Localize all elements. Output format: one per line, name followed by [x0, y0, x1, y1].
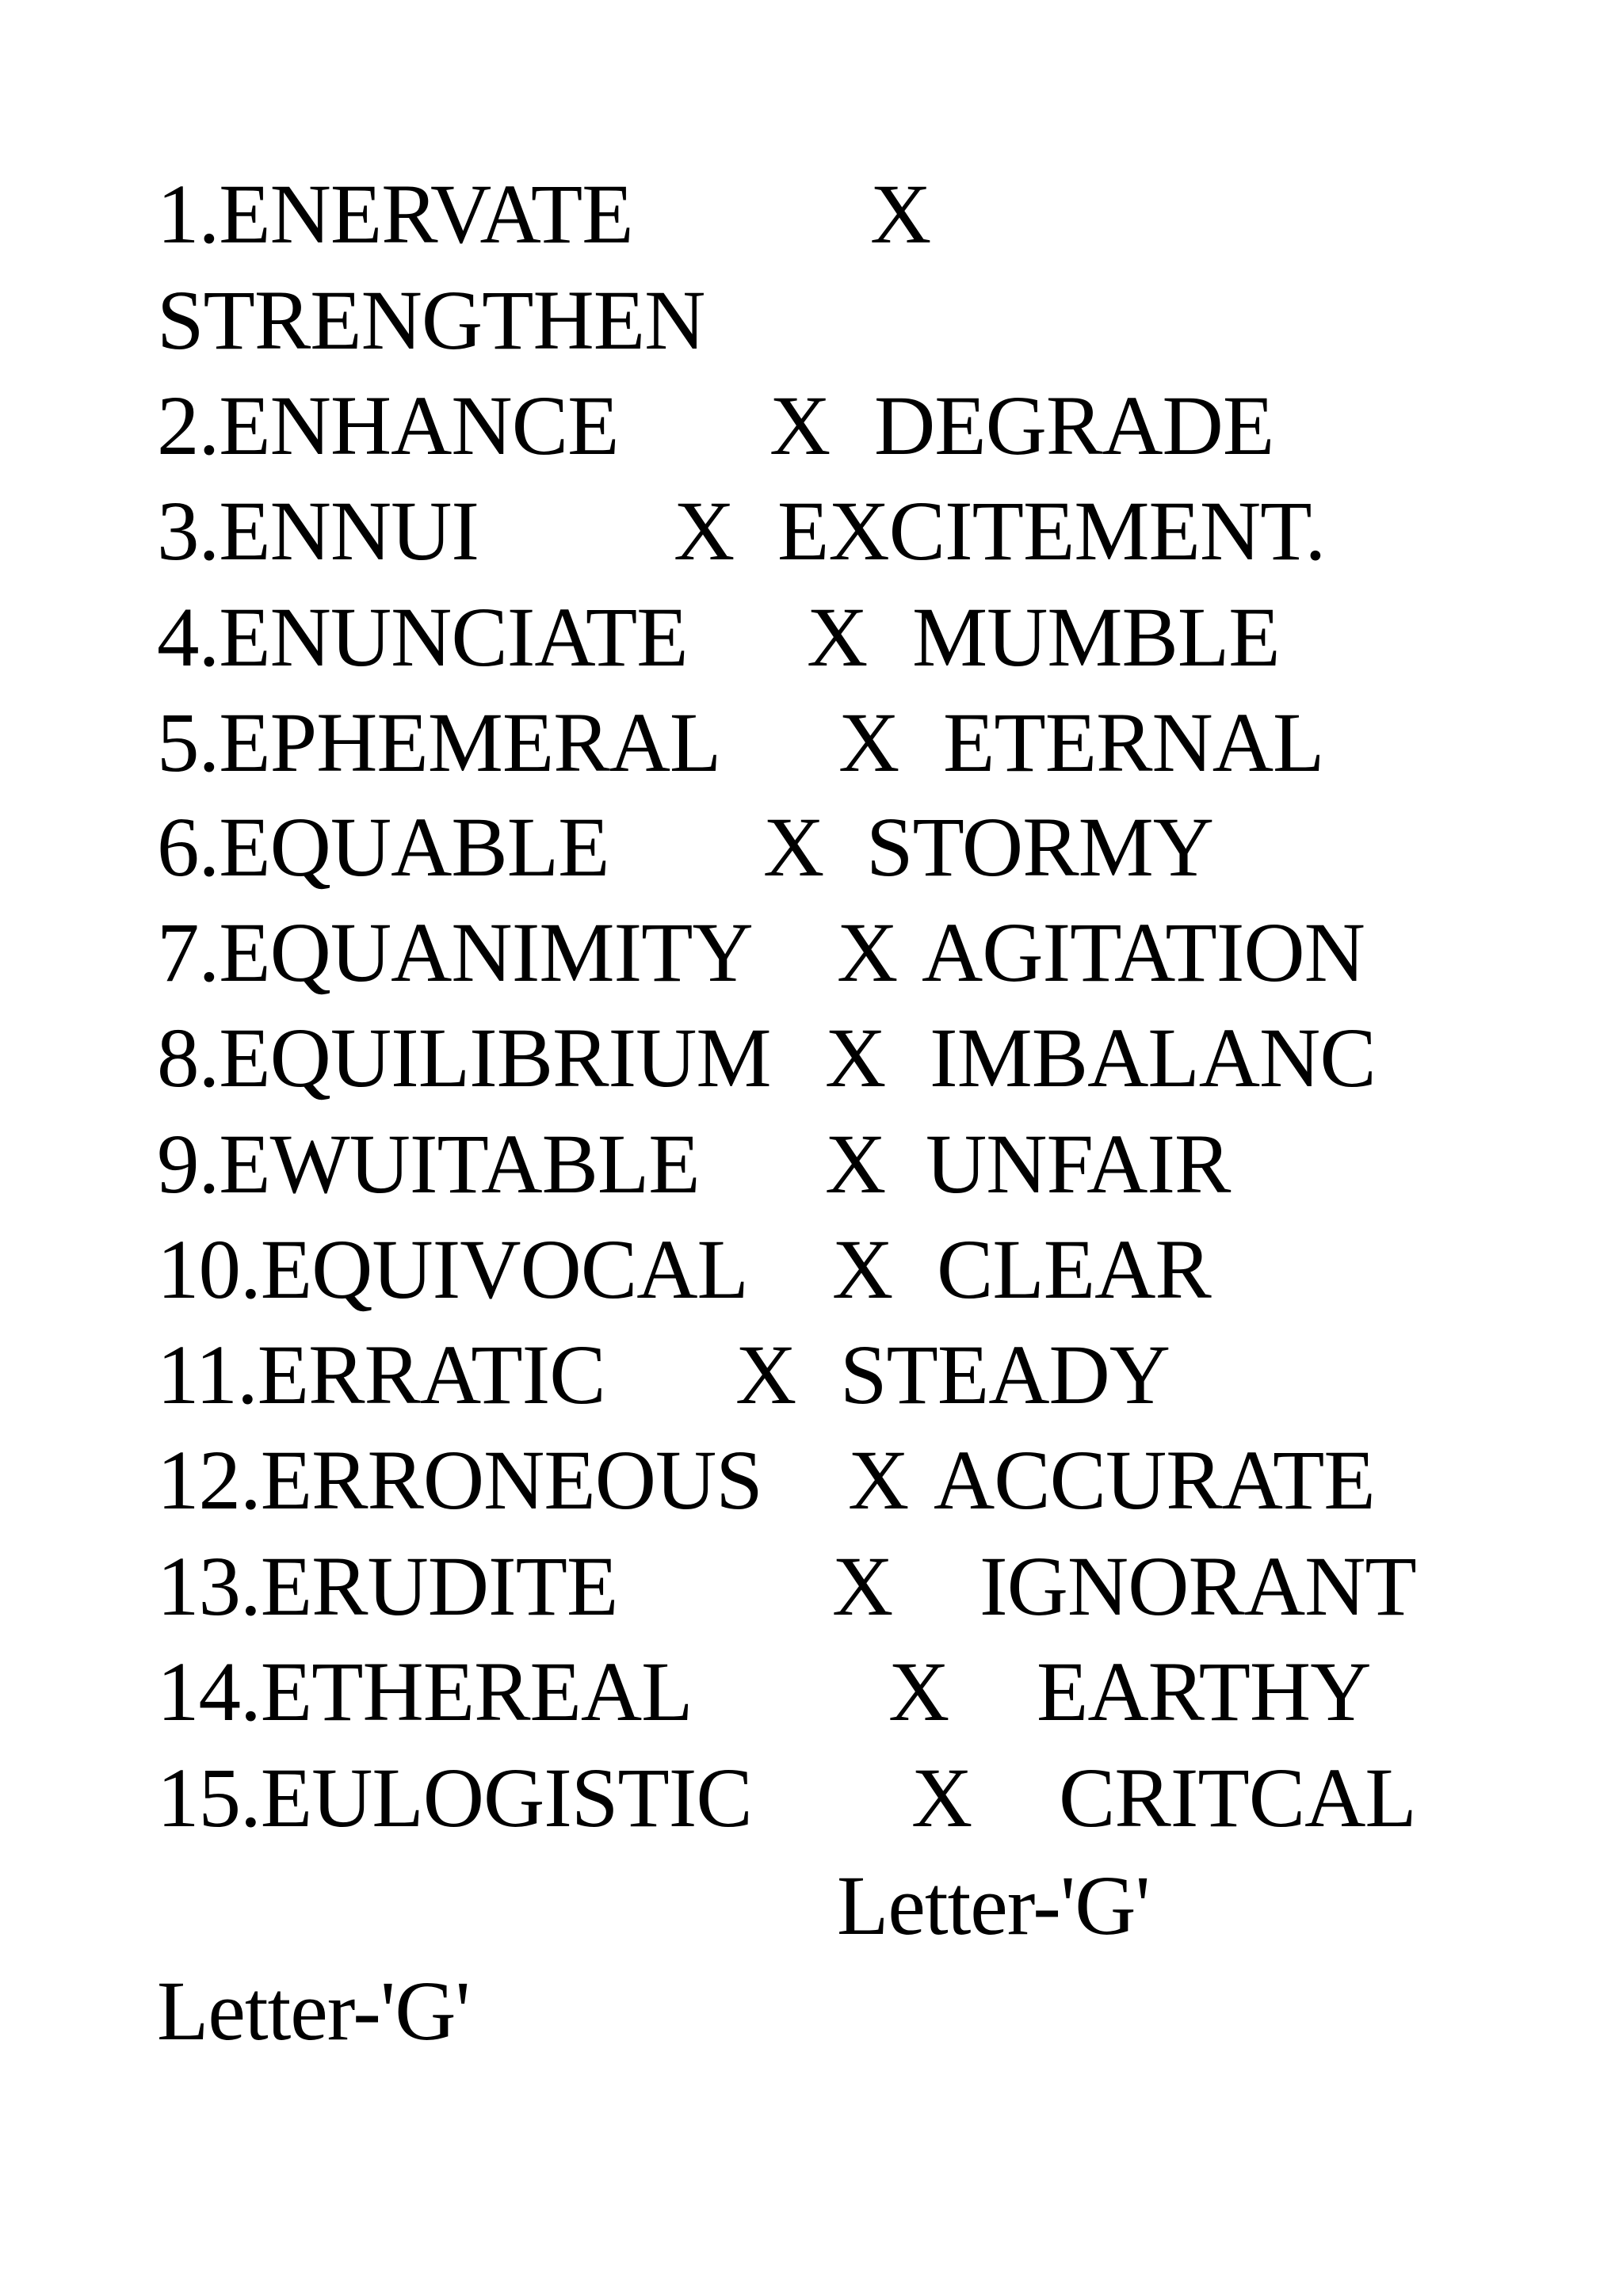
- entry-antonym: CRITCAL: [1059, 1752, 1416, 1845]
- letter-heading-left: Letter-'G': [157, 1965, 470, 2058]
- entry-separator: X: [870, 168, 931, 261]
- entry-word: 1.ENERVATE: [157, 168, 633, 261]
- entry-antonym: DEGRADE: [874, 379, 1274, 473]
- entry-antonym: STEADY: [840, 1329, 1170, 1422]
- entry-antonym: STORMY: [866, 801, 1213, 894]
- entry-separator: X: [674, 485, 735, 578]
- entry-word: 15.EULOGISTIC: [157, 1752, 752, 1845]
- letter-heading-right: Letter-'G': [837, 1859, 1150, 1953]
- entry-word: 6.EQUABLE: [157, 801, 609, 894]
- entry-separator: X: [848, 1434, 909, 1527]
- entry-word: STRENGTHEN: [157, 274, 705, 368]
- entry-separator: X: [888, 1646, 949, 1739]
- entry-word: 10.EQUIVOCAL: [157, 1223, 748, 1317]
- footer-line: [157, 1965, 470, 2224]
- entry-antonym: UNFAIR: [926, 1118, 1231, 1211]
- entry-antonym: IGNORANT: [980, 1540, 1416, 1634]
- entry-antonym: EARTHY: [1037, 1646, 1371, 1739]
- entry-separator: X: [911, 1752, 972, 1845]
- entry-antonym: ETERNAL: [943, 696, 1324, 790]
- entry-antonym: CLEAR: [937, 1223, 1211, 1317]
- entry-word: 13.ERUDITE: [157, 1540, 618, 1634]
- entry-separator: X: [837, 906, 898, 1000]
- entry-separator: X: [832, 1540, 893, 1634]
- entry-antonym: MUMBLE: [912, 591, 1280, 685]
- entry-antonym: AGITATION: [922, 906, 1365, 1000]
- entry-word: 8.EQUILIBRIUM: [157, 1012, 771, 1105]
- entry-separator: X: [838, 696, 899, 790]
- entry-separator: X: [825, 1012, 886, 1105]
- entry-word: 11.ERRATIC: [157, 1329, 605, 1422]
- entry-antonym: IMBALANC: [930, 1012, 1376, 1105]
- entry-word: 5.EPHEMERAL: [157, 696, 721, 790]
- entry-word: 2.ENHANCE: [157, 379, 619, 473]
- entry-separator: X: [832, 1223, 893, 1317]
- entry-separator: X: [807, 591, 868, 685]
- entry-word: 3.ENNUI: [157, 485, 479, 578]
- entry-word: 9.EWUITABLE: [157, 1118, 700, 1211]
- entry-word: 4.ENUNCIATE: [157, 591, 688, 685]
- entry-separator: X: [769, 379, 831, 473]
- entry-antonym: EXCITEMENT.: [777, 485, 1326, 578]
- entry-antonym: ACCURATE: [934, 1434, 1375, 1527]
- entry-word: 12.ERRONEOUS: [157, 1434, 762, 1527]
- entry-separator: X: [763, 801, 824, 894]
- entry-separator: X: [735, 1329, 796, 1422]
- entry-word: 7.EQUANIMITY: [157, 906, 753, 1000]
- entry-separator: X: [825, 1118, 886, 1211]
- entry-word: 14.ETHEREAL: [157, 1646, 693, 1739]
